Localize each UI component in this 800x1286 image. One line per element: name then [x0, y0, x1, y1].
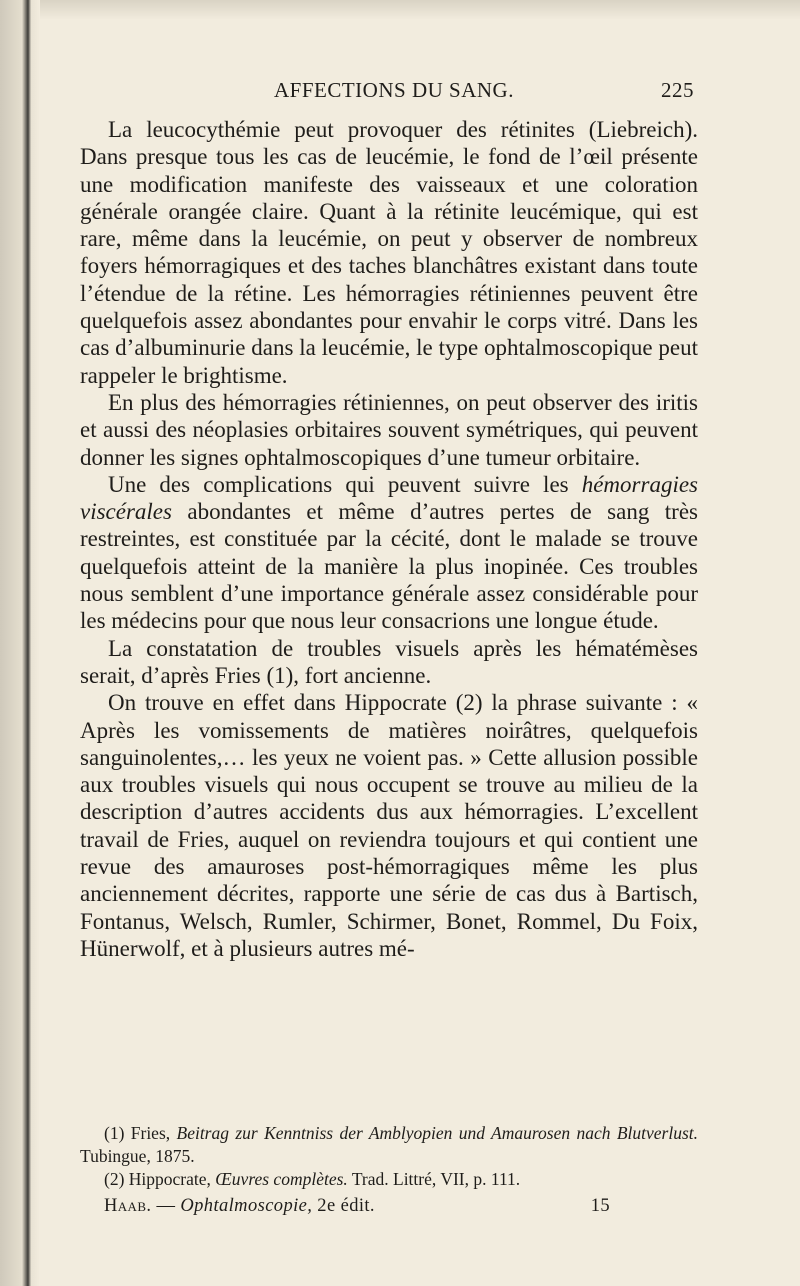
signature-title: Ophtalmoscopie,: [180, 1196, 313, 1216]
paragraph-4: La constatation de troubles visuels après les hématémèses serait, d’après Fries (1), fort ancienne.: [80, 635, 698, 688]
paragraph-3: [80, 471, 698, 635]
signature-author: Haab.: [104, 1196, 152, 1216]
signature-sheet-number: 15: [590, 1196, 610, 1216]
footnote-2-title: Œuvres complètes.: [215, 1169, 348, 1189]
footnotes: [80, 1122, 698, 1191]
footnote-2-rest: Trad. Littré, VII, p. 111.: [347, 1169, 521, 1189]
paragraph-3-end: abondantes et même d’autres pertes de sang très restreintes, est constituée par la cécité, dont le malade se trouve quelquefois atteint de la manière la plus inopinée. Ces troubles nous semblent d’une importance générale assez considérable pour les médecins pour que nous leur consacrions une longue étude.: [80, 499, 698, 634]
footnote-2-lead: (2) Hippocrate,: [104, 1169, 216, 1189]
book-spine-edge: [0, 0, 40, 1286]
footnote-1-lead: (1) Fries,: [104, 1123, 177, 1143]
footnote-2: [80, 1168, 698, 1191]
signature-edition: 2e édit.: [312, 1196, 375, 1216]
running-head: AFFECTIONS DU SANG.: [274, 78, 514, 102]
sheet-signature: [104, 1196, 698, 1217]
emphasis-hemorragies-viscerales: hémorragies viscérales: [80, 471, 698, 525]
footnote-1: [80, 1122, 698, 1168]
paragraph-5: On trouve en effet dans Hippocrate (2) la phrase suivante : « Après les vomissements de matières noirâtres, quelquefois sanguinolentes,… les yeux ne voient pas. » Cette allusion possible aux troubles visuels qui nous occupent se trouve au milieu de la description d’autres accidents dus aux hémorragies. L’excellent travail de Fries, auquel on reviendra toujours et qui contient une revue des amauroses post-hémorragiques même les plus anciennement décrites, rapporte une série de cas dus à Bartisch, Fontanus, Welsch, Rumler, Schirmer, Bonet, Rommel, Du Foix, Hünerwolf, et à plusieurs autres mé-: [80, 690, 698, 961]
paragraph-2: En plus des hémorragies rétiniennes, on peut observer des iritis et aussi des néoplasies orbitaires souvent symétriques, qui peuvent donner les signes ophtalmoscopiques d’une tumeur orbitaire.: [80, 389, 698, 470]
paragraph-3-start: Une des complications qui peuvent suivre les: [108, 471, 582, 497]
paragraph-1: La leucocythémie peut provoquer des rétinites (Liebreich). Dans presque tous les cas de leucémie, le fond de l’œil présente une modification manifeste des vaisseaux et une coloration générale orangée claire. Quant à la rétinite leucémique, qui est rare, même dans la leucémie, on peut y observer de nombreux foyers hémorragiques et des taches blanchâtres existant dans toute l’étendue de la rétine. Les hémorragies rétiniennes peuvent être quelquefois assez abondantes pour envahir le corps vitré. Dans les cas d’albuminurie dans la leucémie, le type ophtalmoscopique peut rappeler le brightisme.: [80, 117, 698, 388]
page-number: 225: [661, 78, 694, 102]
footnote-1-rest: Tubingue, 1875.: [80, 1146, 195, 1166]
body-text: [80, 116, 698, 962]
page-top-shadow: [0, 0, 800, 20]
footnote-1-title: Beitrag zur Kenntniss der Amblyopien und Amaurosen nach Blutverlust.: [176, 1123, 699, 1143]
page-header: [80, 78, 698, 108]
signature-separator: —: [151, 1196, 181, 1216]
